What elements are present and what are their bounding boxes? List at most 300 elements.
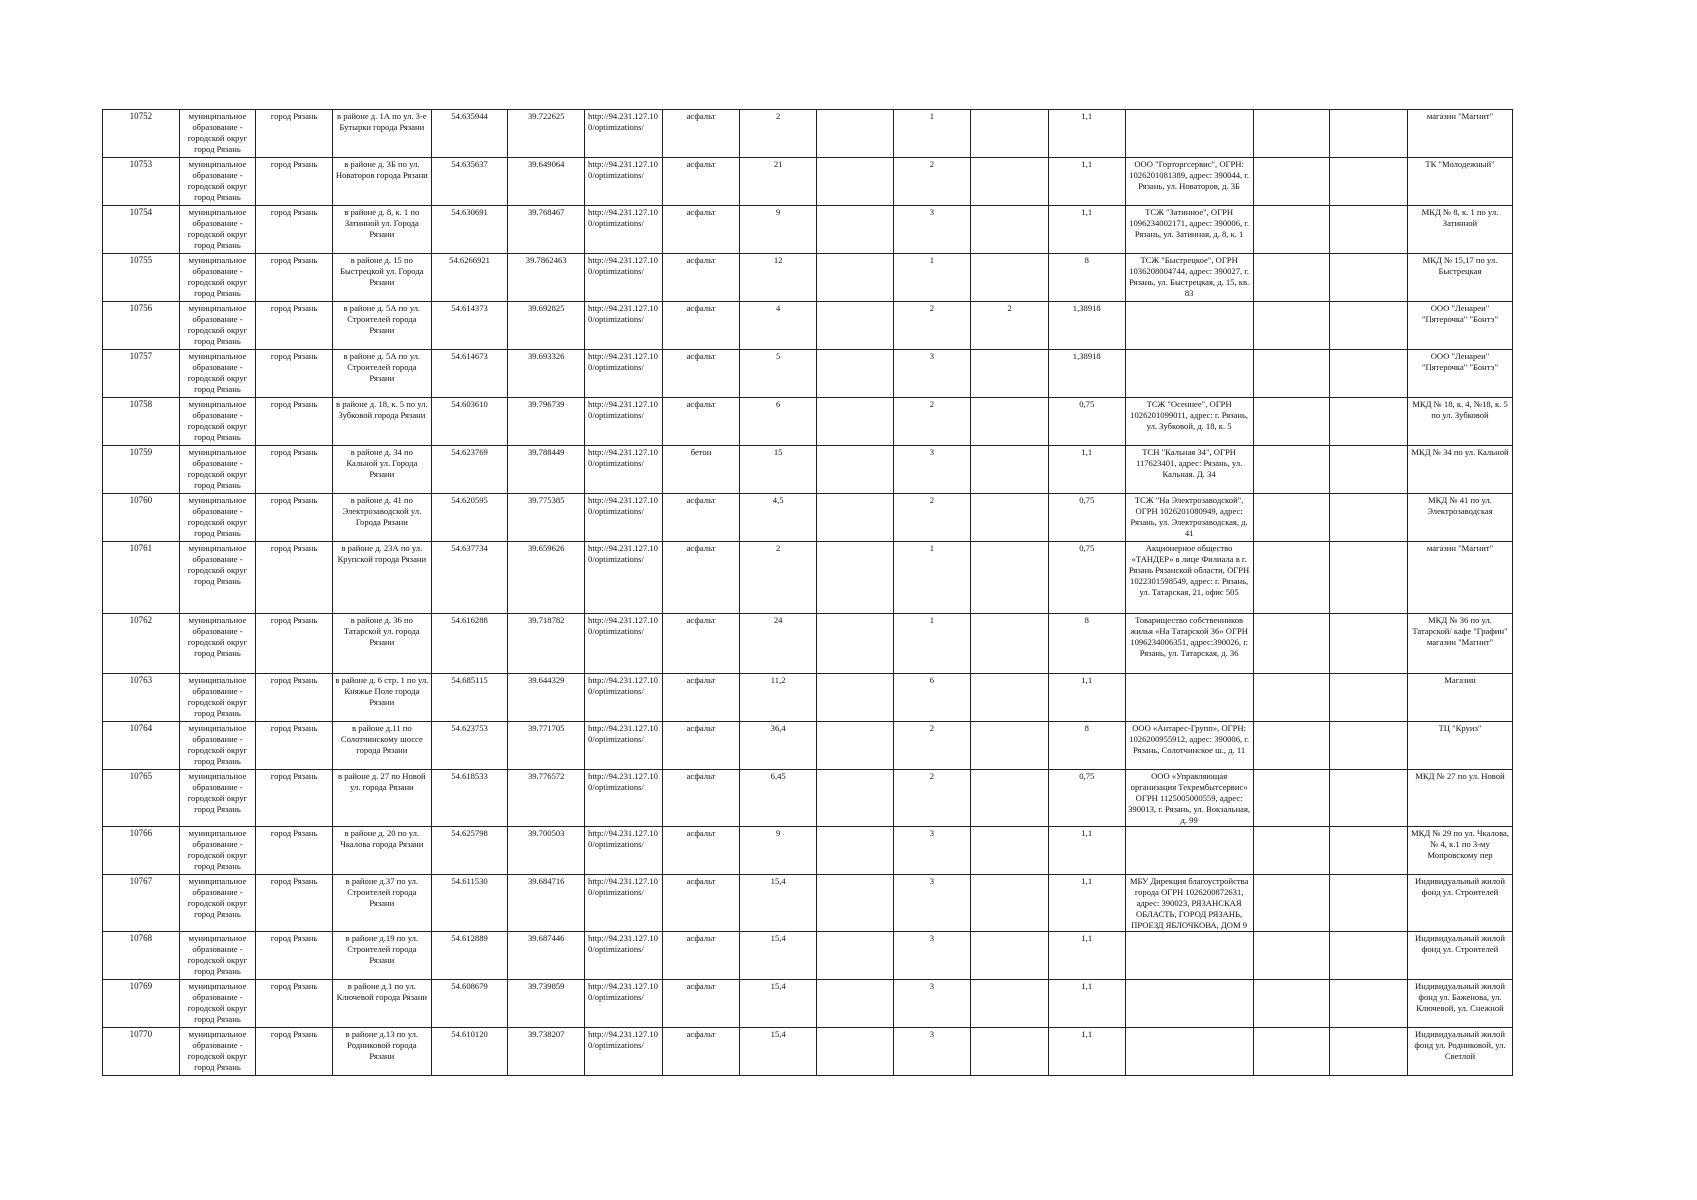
cell-latitude: 54.637734 (431, 542, 508, 614)
cell-container-count: 6 (893, 674, 971, 722)
cell-surface: асфальт (662, 158, 740, 206)
cell-container-count: 3 (893, 875, 971, 932)
cell-count-b (971, 770, 1049, 827)
cell-map-link: http://94.231.127.100/optimizations/ (585, 206, 663, 254)
cell-extra-col (1253, 302, 1330, 350)
cell-area: 4,5 (740, 494, 817, 542)
cell-count-a (816, 494, 893, 542)
cell-area: 15,4 (740, 875, 817, 932)
cell-area: 15,4 (740, 1028, 817, 1076)
cell-city: город Рязань (256, 446, 333, 494)
cell-owner (1125, 302, 1253, 350)
cell-city: город Рязань (256, 980, 333, 1028)
cell-container-count: 3 (893, 932, 971, 980)
cell-row-id: 10757 (103, 350, 180, 398)
cell-row-id: 10753 (103, 158, 180, 206)
cell-container-count: 2 (893, 302, 971, 350)
cell-count-a (816, 614, 893, 674)
table-row (103, 770, 1513, 827)
cell-container-volume: 1,38918 (1048, 350, 1125, 398)
cell-count-b (971, 1028, 1049, 1076)
cell-map-link: http://94.231.127.100/optimizations/ (585, 158, 663, 206)
cell-row-id: 10761 (103, 542, 180, 614)
cell-map-link: http://94.231.127.100/optimizations/ (585, 770, 663, 827)
cell-municipality: муниципальное образование - городской округ город Рязань (179, 446, 256, 494)
cell-address: в районе д. 18, к. 5 по ул. Зубковой города Рязани (332, 398, 431, 446)
cell-count-b (971, 722, 1049, 770)
cell-map-link: http://94.231.127.100/optimizations/ (585, 614, 663, 674)
cell-count-a (816, 932, 893, 980)
cell-count-b (971, 542, 1049, 614)
cell-row-id: 10762 (103, 614, 180, 674)
cell-extra-col (1330, 827, 1408, 875)
cell-extra-col (1330, 446, 1408, 494)
cell-surface: асфальт (662, 110, 740, 158)
cell-latitude: 54.608679 (431, 980, 508, 1028)
cell-waste-source: ООО "Ленареи" "Пятерочка" "Бонтэ" (1407, 302, 1512, 350)
cell-map-link: http://94.231.127.100/optimizations/ (585, 875, 663, 932)
cell-address: в районе д. 3Б по ул. Новаторов города Рязани (332, 158, 431, 206)
cell-container-volume: 1,1 (1048, 674, 1125, 722)
cell-city: город Рязань (256, 932, 333, 980)
table-row (103, 158, 1513, 206)
cell-surface: асфальт (662, 206, 740, 254)
cell-container-count: 1 (893, 110, 971, 158)
cell-container-count: 2 (893, 158, 971, 206)
cell-extra-col (1330, 1028, 1408, 1076)
cell-city: город Рязань (256, 770, 333, 827)
cell-waste-source: Индивидуальный жилой фонд ул. Строителей (1407, 875, 1512, 932)
cell-count-a (816, 350, 893, 398)
cell-address: в районе д. 5А по ул. Строителей города Рязани (332, 350, 431, 398)
table-row (103, 542, 1513, 614)
cell-municipality: муниципальное образование - городской округ город Рязань (179, 302, 256, 350)
cell-waste-source: ООО "Ленареи" "Пятерочка" "Бонтэ" (1407, 350, 1512, 398)
cell-city: город Рязань (256, 1028, 333, 1076)
cell-latitude: 54.623753 (431, 722, 508, 770)
cell-container-count: 2 (893, 770, 971, 827)
cell-extra-col (1253, 674, 1330, 722)
cell-latitude: 54.616288 (431, 614, 508, 674)
cell-owner: Товарищество собственников жилья «На Татарской 36» ОГРН 1096234006351, адрес:390026, г. Рязань, ул. Татарская, д. 36 (1125, 614, 1253, 674)
cell-count-b (971, 875, 1049, 932)
cell-extra-col (1330, 206, 1408, 254)
cell-longitude: 39.738207 (508, 1028, 585, 1076)
cell-map-link: http://94.231.127.100/optimizations/ (585, 110, 663, 158)
cell-longitude: 39.718782 (508, 614, 585, 674)
cell-area: 11,2 (740, 674, 817, 722)
cell-latitude: 54.6266921 (431, 254, 508, 302)
cell-container-volume: 8 (1048, 614, 1125, 674)
cell-municipality: муниципальное образование - городской округ город Рязань (179, 980, 256, 1028)
cell-row-id: 10754 (103, 206, 180, 254)
cell-count-b (971, 494, 1049, 542)
cell-container-volume: 1,1 (1048, 158, 1125, 206)
cell-container-count: 2 (893, 722, 971, 770)
cell-city: город Рязань (256, 827, 333, 875)
cell-map-link: http://94.231.127.100/optimizations/ (585, 722, 663, 770)
cell-extra-col (1253, 722, 1330, 770)
cell-extra-col (1253, 875, 1330, 932)
cell-latitude: 54.618533 (431, 770, 508, 827)
cell-latitude: 54.611530 (431, 875, 508, 932)
cell-count-a (816, 302, 893, 350)
cell-municipality: муниципальное образование - городской округ город Рязань (179, 614, 256, 674)
cell-extra-col (1253, 446, 1330, 494)
cell-surface: асфальт (662, 875, 740, 932)
cell-latitude: 54.685115 (431, 674, 508, 722)
cell-surface: асфальт (662, 1028, 740, 1076)
cell-waste-source: Индивидуальный жилой фонд ул. Строителей (1407, 932, 1512, 980)
cell-extra-col (1253, 980, 1330, 1028)
cell-container-count: 3 (893, 206, 971, 254)
cell-longitude: 39.796739 (508, 398, 585, 446)
cell-row-id: 10758 (103, 398, 180, 446)
cell-extra-col (1253, 110, 1330, 158)
cell-count-a (816, 398, 893, 446)
cell-area: 36,4 (740, 722, 817, 770)
cell-container-volume: 1,1 (1048, 932, 1125, 980)
cell-municipality: муниципальное образование - городской округ город Рязань (179, 494, 256, 542)
cell-longitude: 39.659626 (508, 542, 585, 614)
cell-waste-source: Индивидуальный жилой фонд ул. Баженова, ул. Ключевой, ул. Снежной (1407, 980, 1512, 1028)
table-row (103, 206, 1513, 254)
table-row (103, 932, 1513, 980)
table-row (103, 875, 1513, 932)
cell-extra-col (1253, 494, 1330, 542)
cell-container-volume: 1,1 (1048, 110, 1125, 158)
cell-extra-col (1253, 398, 1330, 446)
cell-waste-source: Индивидуальный жилой фонд ул. Родниковой, ул. Светлой (1407, 1028, 1512, 1076)
cell-container-volume: 1,1 (1048, 980, 1125, 1028)
cell-count-b (971, 446, 1049, 494)
cell-city: город Рязань (256, 494, 333, 542)
cell-surface: асфальт (662, 827, 740, 875)
cell-row-id: 10763 (103, 674, 180, 722)
cell-count-a (816, 542, 893, 614)
cell-container-volume: 0,75 (1048, 494, 1125, 542)
cell-address: в районе д. 27 по Новой ул. города Рязани (332, 770, 431, 827)
cell-municipality: муниципальное образование - городской округ город Рязань (179, 932, 256, 980)
cell-address: в районе д.13 по ул. Родниковой города Рязани (332, 1028, 431, 1076)
cell-waste-source: МКД № 34 по ул. Кальной (1407, 446, 1512, 494)
cell-latitude: 54.612889 (431, 932, 508, 980)
cell-extra-col (1330, 770, 1408, 827)
cell-municipality: муниципальное образование - городской округ город Рязань (179, 875, 256, 932)
cell-extra-col (1330, 350, 1408, 398)
cell-owner: ТСЖ "На Электрозаводской", ОГРН 1026201080949, адрес: Рязань, ул. Электрозаводская, д. 41 (1125, 494, 1253, 542)
cell-count-a (816, 1028, 893, 1076)
cell-municipality: муниципальное образование - городской округ город Рязань (179, 827, 256, 875)
cell-count-b (971, 932, 1049, 980)
cell-row-id: 10752 (103, 110, 180, 158)
cell-owner: ТСН "Кальная 34", ОГРН 117623401, адрес: Рязань, ул. Кальная. Д. 34 (1125, 446, 1253, 494)
cell-row-id: 10755 (103, 254, 180, 302)
cell-address: в районе д. 6 стр. 1 по ул. Княжье Поле города Рязани (332, 674, 431, 722)
cell-surface: асфальт (662, 614, 740, 674)
cell-municipality: муниципальное образование - городской округ город Рязань (179, 110, 256, 158)
cell-count-a (816, 158, 893, 206)
cell-address: в районе д. 1А по ул. 3-е Бутырки города Рязани (332, 110, 431, 158)
table-row (103, 980, 1513, 1028)
cell-extra-col (1253, 206, 1330, 254)
cell-longitude: 39.693326 (508, 350, 585, 398)
table-row (103, 302, 1513, 350)
cell-area: 5 (740, 350, 817, 398)
cell-map-link: http://94.231.127.100/optimizations/ (585, 827, 663, 875)
cell-city: город Рязань (256, 674, 333, 722)
cell-address: в районе д. 36 по Татарской ул. города Рязани (332, 614, 431, 674)
cell-count-a (816, 980, 893, 1028)
cell-owner: ТСЖ "Быстрецкое", ОГРН 1036208004744, адрес: 390027, г. Рязань, ул. Быстрецкая, д. 15, кв. 83 (1125, 254, 1253, 302)
cell-map-link: http://94.231.127.100/optimizations/ (585, 446, 663, 494)
cell-count-a (816, 827, 893, 875)
cell-address: в районе д. 23А по ул. Крупской города Рязани (332, 542, 431, 614)
cell-surface: асфальт (662, 932, 740, 980)
cell-area: 12 (740, 254, 817, 302)
cell-waste-source: ТК "Молодежный" (1407, 158, 1512, 206)
cell-owner: ООО «Управляющая организация Техрембытсервис» ОГРН 1125005000559, адрес: 390013, г. Рязань, ул. Вокзальная, д. 99 (1125, 770, 1253, 827)
table-row (103, 254, 1513, 302)
cell-count-a (816, 875, 893, 932)
cell-map-link: http://94.231.127.100/optimizations/ (585, 932, 663, 980)
cell-container-volume: 0,75 (1048, 398, 1125, 446)
cell-row-id: 10760 (103, 494, 180, 542)
cell-map-link: http://94.231.127.100/optimizations/ (585, 674, 663, 722)
cell-surface: асфальт (662, 494, 740, 542)
cell-row-id: 10768 (103, 932, 180, 980)
cell-area: 15,4 (740, 932, 817, 980)
cell-surface: асфальт (662, 674, 740, 722)
cell-owner: ТСЖ "Осеннее", ОГРН 1026201099011, адрес: г. Рязань, ул. Зубковой, д. 18, к. 5 (1125, 398, 1253, 446)
cell-extra-col (1330, 398, 1408, 446)
cell-row-id: 10764 (103, 722, 180, 770)
cell-extra-col (1253, 614, 1330, 674)
cell-container-count: 1 (893, 542, 971, 614)
cell-longitude: 39.687446 (508, 932, 585, 980)
cell-count-b (971, 110, 1049, 158)
cell-container-count: 3 (893, 446, 971, 494)
cell-container-count: 1 (893, 614, 971, 674)
cell-owner (1125, 980, 1253, 1028)
cell-address: в районе д. 5А по ул. Строителей города Рязани (332, 302, 431, 350)
cell-map-link: http://94.231.127.100/optimizations/ (585, 302, 663, 350)
cell-city: город Рязань (256, 542, 333, 614)
cell-surface: асфальт (662, 722, 740, 770)
table-row (103, 350, 1513, 398)
table-row (103, 494, 1513, 542)
cell-map-link: http://94.231.127.100/optimizations/ (585, 350, 663, 398)
cell-map-link: http://94.231.127.100/optimizations/ (585, 980, 663, 1028)
cell-longitude: 39.649064 (508, 158, 585, 206)
cell-count-a (816, 674, 893, 722)
cell-container-count: 2 (893, 398, 971, 446)
cell-waste-source: магазин "Магнит" (1407, 542, 1512, 614)
cell-count-b (971, 206, 1049, 254)
cell-waste-source: МКД № 29 по ул. Чкалова, № 4, к.1 по 3-му Мопровскому пер (1407, 827, 1512, 875)
cell-map-link: http://94.231.127.100/optimizations/ (585, 1028, 663, 1076)
cell-address: в районе д.19 по ул. Строителей города Рязани (332, 932, 431, 980)
cell-longitude: 39.739859 (508, 980, 585, 1028)
cell-longitude: 39.684716 (508, 875, 585, 932)
cell-municipality: муниципальное образование - городской округ город Рязань (179, 254, 256, 302)
cell-extra-col (1253, 827, 1330, 875)
cell-longitude: 39.776572 (508, 770, 585, 827)
cell-longitude: 39.7862463 (508, 254, 585, 302)
cell-area: 2 (740, 542, 817, 614)
cell-latitude: 54.635637 (431, 158, 508, 206)
cell-count-a (816, 110, 893, 158)
table-row (103, 722, 1513, 770)
cell-waste-source: МКД № 36 по ул. Татарской/ кафе "Графин" магазин "Магнит" (1407, 614, 1512, 674)
cell-owner: МБУ Дирекция благоустройства города ОГРН 1026200872631, адрес: 390023, РЯЗАНСКАЯ ОБЛАСТЬ, ГОРОД РЯЗАНЬ, ПРОЕЗД ЯБЛОЧКОВА, ДОМ 9 (1125, 875, 1253, 932)
cell-extra-col (1253, 350, 1330, 398)
cell-row-id: 10766 (103, 827, 180, 875)
cell-address: в районе д. 20 по ул. Чкалова города Рязани (332, 827, 431, 875)
cell-owner (1125, 827, 1253, 875)
cell-container-count: 3 (893, 1028, 971, 1076)
cell-count-b (971, 254, 1049, 302)
cell-extra-col (1330, 302, 1408, 350)
cell-container-count: 1 (893, 254, 971, 302)
cell-container-count: 3 (893, 827, 971, 875)
cell-city: город Рязань (256, 875, 333, 932)
cell-area: 15 (740, 446, 817, 494)
cell-extra-col (1330, 722, 1408, 770)
cell-area: 9 (740, 827, 817, 875)
cell-address: в районе д. 8, к. 1 по Затинной ул. Города Рязани (332, 206, 431, 254)
cell-municipality: муниципальное образование - городской округ город Рязань (179, 206, 256, 254)
cell-owner (1125, 350, 1253, 398)
cell-owner (1125, 110, 1253, 158)
table-row (103, 398, 1513, 446)
cell-municipality: муниципальное образование - городской округ город Рязань (179, 542, 256, 614)
cell-count-a (816, 722, 893, 770)
cell-row-id: 10767 (103, 875, 180, 932)
cell-surface: асфальт (662, 254, 740, 302)
cell-owner: ООО "Горторгсервис", ОГРН: 1026201081389, адрес: 390044, г. Рязань, ул. Новаторов, д. 3Б (1125, 158, 1253, 206)
cell-surface: асфальт (662, 302, 740, 350)
cell-count-b (971, 827, 1049, 875)
cell-waste-source: МКД № 15,17 по ул. Быстрецкая (1407, 254, 1512, 302)
cell-row-id: 10756 (103, 302, 180, 350)
cell-city: город Рязань (256, 254, 333, 302)
table-row (103, 110, 1513, 158)
cell-waste-source: МКД № 8, к. 1 по ул. Затинной (1407, 206, 1512, 254)
cell-latitude: 54.620595 (431, 494, 508, 542)
table-row (103, 446, 1513, 494)
cell-count-a (816, 206, 893, 254)
cell-longitude: 39.700503 (508, 827, 585, 875)
cell-map-link: http://94.231.127.100/optimizations/ (585, 542, 663, 614)
cell-city: город Рязань (256, 110, 333, 158)
cell-municipality: муниципальное образование - городской округ город Рязань (179, 674, 256, 722)
cell-area: 24 (740, 614, 817, 674)
cell-container-volume: 1,1 (1048, 446, 1125, 494)
cell-area: 21 (740, 158, 817, 206)
cell-count-b (971, 674, 1049, 722)
cell-extra-col (1330, 614, 1408, 674)
cell-extra-col (1253, 158, 1330, 206)
cell-map-link: http://94.231.127.100/optimizations/ (585, 254, 663, 302)
cell-count-b: 2 (971, 302, 1049, 350)
cell-area: 6 (740, 398, 817, 446)
cell-container-count: 3 (893, 350, 971, 398)
cell-surface: асфальт (662, 980, 740, 1028)
cell-surface: бетон (662, 446, 740, 494)
cell-waste-source: магазин "Магнит" (1407, 110, 1512, 158)
cell-longitude: 39.644329 (508, 674, 585, 722)
cell-extra-col (1330, 980, 1408, 1028)
cell-area: 15,4 (740, 980, 817, 1028)
cell-container-volume: 1,38918 (1048, 302, 1125, 350)
cell-container-volume: 1,1 (1048, 206, 1125, 254)
cell-latitude: 54.614673 (431, 350, 508, 398)
cell-owner: Акционерное общество «ТАНДЕР» в лице Филиала в г. Рязань Рязанской области, ОГРН 1022301598549, адрес: г. Рязань, ул. Татарская, 21, офис 505 (1125, 542, 1253, 614)
cell-container-volume: 1,1 (1048, 1028, 1125, 1076)
cell-longitude: 39.771705 (508, 722, 585, 770)
cell-container-volume: 0,75 (1048, 770, 1125, 827)
cell-extra-col (1330, 875, 1408, 932)
table-row (103, 674, 1513, 722)
cell-row-id: 10759 (103, 446, 180, 494)
cell-owner: ООО «Антарес-Групп», ОГРН: 1026200955912, адрес: 390006, г. Рязань, Солотчинское ш., д. 11 (1125, 722, 1253, 770)
cell-surface: асфальт (662, 770, 740, 827)
cell-owner (1125, 1028, 1253, 1076)
cell-container-volume: 8 (1048, 722, 1125, 770)
cell-city: город Рязань (256, 722, 333, 770)
cell-extra-col (1253, 770, 1330, 827)
cell-waste-source: МКД № 18, к. 4, №18, к. 5 по ул. Зубковой (1407, 398, 1512, 446)
cell-area: 6,45 (740, 770, 817, 827)
cell-extra-col (1330, 494, 1408, 542)
cell-municipality: муниципальное образование - городской округ город Рязань (179, 722, 256, 770)
cell-extra-col (1330, 254, 1408, 302)
cell-container-volume: 1,1 (1048, 827, 1125, 875)
cell-area: 9 (740, 206, 817, 254)
cell-map-link: http://94.231.127.100/optimizations/ (585, 494, 663, 542)
cell-latitude: 54.614373 (431, 302, 508, 350)
cell-owner (1125, 932, 1253, 980)
cell-owner (1125, 674, 1253, 722)
cell-container-volume: 8 (1048, 254, 1125, 302)
cell-city: город Рязань (256, 206, 333, 254)
cell-waste-source: МКД № 41 по ул. Электрозаводская (1407, 494, 1512, 542)
cell-city: город Рязань (256, 614, 333, 674)
cell-extra-col (1253, 932, 1330, 980)
registry-table (102, 109, 1513, 1076)
cell-row-id: 10765 (103, 770, 180, 827)
cell-surface: асфальт (662, 542, 740, 614)
cell-count-b (971, 158, 1049, 206)
cell-surface: асфальт (662, 398, 740, 446)
cell-city: город Рязань (256, 302, 333, 350)
cell-municipality: муниципальное образование - городской округ город Рязань (179, 770, 256, 827)
cell-extra-col (1253, 542, 1330, 614)
cell-municipality: муниципальное образование - городской округ город Рязань (179, 398, 256, 446)
cell-latitude: 54.625798 (431, 827, 508, 875)
cell-area: 4 (740, 302, 817, 350)
cell-waste-source: ТЦ "Круиз" (1407, 722, 1512, 770)
cell-extra-col (1253, 254, 1330, 302)
cell-municipality: муниципальное образование - городской округ город Рязань (179, 158, 256, 206)
cell-municipality: муниципальное образование - городской округ город Рязань (179, 350, 256, 398)
cell-city: город Рязань (256, 350, 333, 398)
cell-address: в районе д.37 по ул. Строителей города Рязани (332, 875, 431, 932)
cell-owner: ТСЖ "Затинное", ОГРН 1096234002171, адрес: 390006, г. Рязань, ул. Затинная, д. 8, к. 1 (1125, 206, 1253, 254)
cell-address: в районе д. 15 по Быстрецкой ул. Города Рязани (332, 254, 431, 302)
cell-longitude: 39.692825 (508, 302, 585, 350)
